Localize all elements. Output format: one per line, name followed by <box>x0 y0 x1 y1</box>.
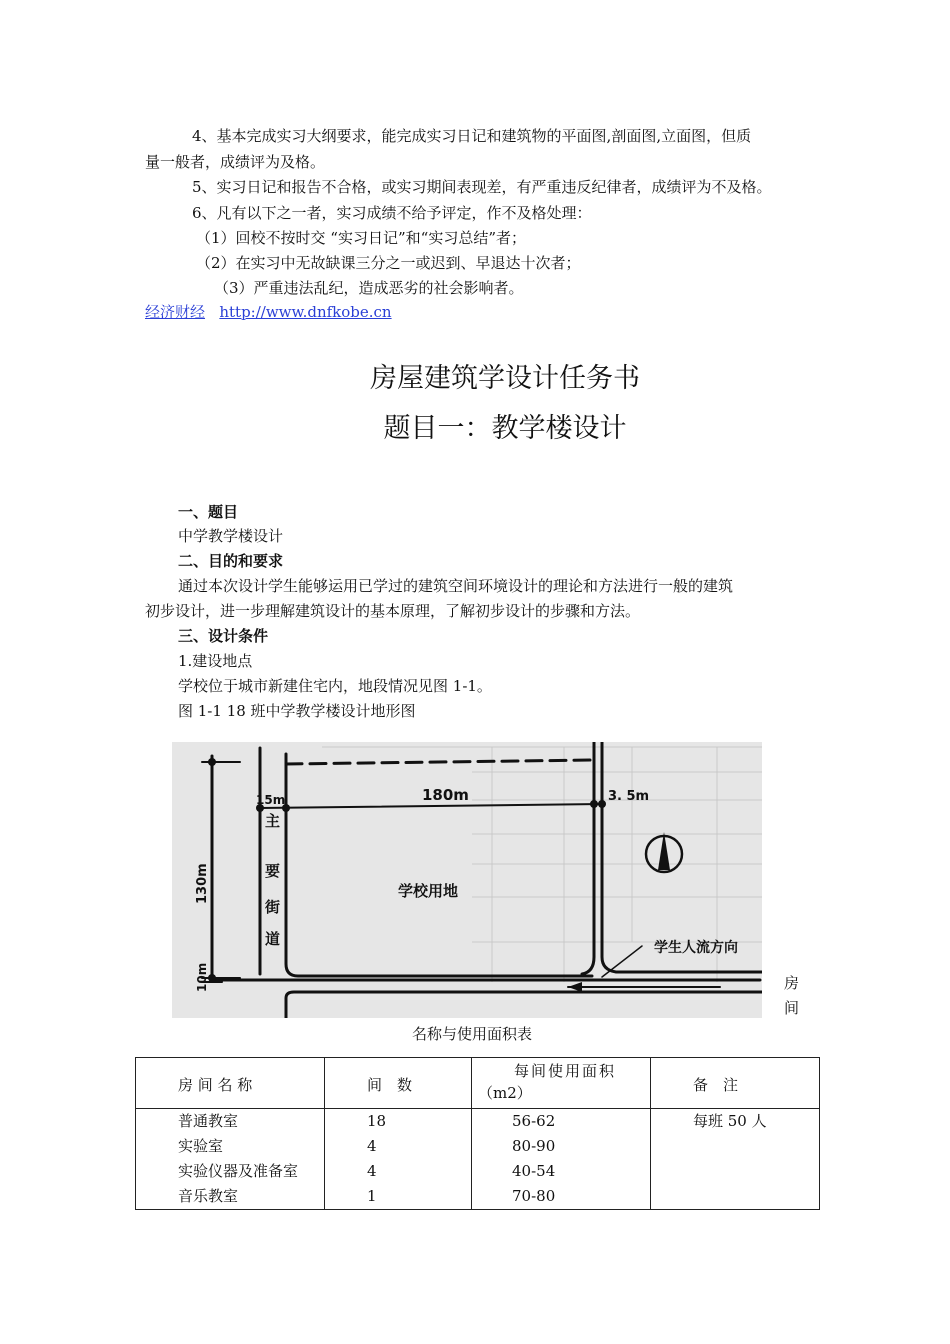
header-area: 每间使用面积 <box>514 1062 617 1080</box>
site-plan-drawing <box>172 742 762 1018</box>
section-2-body-line-1: 通过本次设计学生能够运用已学过的建筑空间环境设计的理论和方法进行一般的建筑 <box>178 577 734 595</box>
table-header-row <box>136 1058 820 1109</box>
site-plan-figure <box>172 742 762 1018</box>
sub-item-3: （3）严重违法乱纪，造成恶劣的社会影响者。 <box>214 279 524 297</box>
figure-caption: 图 1-1 18 班中学教学楼设计地形图 <box>178 702 416 720</box>
table-caption-side-2: 间 <box>784 999 800 1017</box>
room-count: 4 <box>367 1162 377 1180</box>
header-room-name: 房 间 名 称 <box>178 1076 253 1094</box>
room-area-table <box>135 1057 820 1210</box>
sub-item-1: （1）回校不按时交 “实习日记”和“实习总结”者； <box>196 229 526 247</box>
table-caption-side-1: 房 <box>784 974 800 992</box>
flow-label: 学生人流方向 <box>654 940 738 956</box>
dim-10m: 10m <box>195 962 209 992</box>
street-char-2: 要 <box>265 862 281 880</box>
room-name: 实验室 <box>178 1137 224 1155</box>
room-count: 18 <box>367 1112 387 1130</box>
street-char-3: 街 <box>265 898 281 916</box>
section-1-body: 中学教学楼设计 <box>178 527 284 545</box>
room-area: 40-54 <box>512 1162 556 1180</box>
table-body-row <box>136 1109 820 1210</box>
footer-link-row <box>145 302 392 322</box>
section-2-body-line-2: 初步设计，进一步理解建筑设计的基本原理，了解初步设计的步骤和方法。 <box>145 602 641 620</box>
dim-180m: 180m <box>422 786 469 804</box>
room-count: 4 <box>367 1137 377 1155</box>
sub-title: 题目一：教学楼设计 <box>383 413 627 444</box>
dim-15m: 15m <box>256 793 286 807</box>
item-6: 6、凡有以下之一者，实习成绩不给予评定，作不及格处理： <box>192 204 592 222</box>
header-area-unit: （m2） <box>478 1084 532 1102</box>
section-1-heading: 一、题目 <box>178 503 239 521</box>
site-link-url[interactable]: http://www.dnfkobe.cn <box>219 303 392 321</box>
room-name: 音乐教室 <box>178 1187 239 1205</box>
section-3-item-1-body: 学校位于城市新建住宅内，地段情况见图 1-1。 <box>178 677 492 695</box>
room-note: 每班 50 人 <box>693 1112 767 1130</box>
street-char-4: 道 <box>265 930 281 948</box>
room-area: 56-62 <box>512 1112 556 1130</box>
item-4-line-2: 量一般者，成绩评为及格。 <box>145 153 326 171</box>
section-2-heading: 二、目的和要求 <box>178 552 284 570</box>
section-3-item-1: 1.建设地点 <box>178 652 253 670</box>
site-label: 学校用地 <box>398 882 459 900</box>
main-title: 房屋建筑学设计任务书 <box>370 363 640 394</box>
room-count: 1 <box>367 1187 377 1205</box>
table-caption: 名称与使用面积表 <box>412 1025 533 1043</box>
room-area: 70-80 <box>512 1187 556 1205</box>
dim-3-5m: 3. 5m <box>608 789 650 804</box>
header-count: 间 数 <box>367 1076 413 1094</box>
sub-item-2: （2）在实习中无故缺课三分之一或迟到、早退达十次者； <box>196 254 581 272</box>
room-name: 普通教室 <box>178 1112 239 1130</box>
site-link-text[interactable]: 经济财经 <box>145 303 206 321</box>
header-note: 备 注 <box>693 1076 739 1094</box>
street-char-1: 主 <box>265 812 281 830</box>
item-5: 5、实习日记和报告不合格，或实习期间表现差，有严重违反纪律者，成绩评为不及格。 <box>192 178 772 196</box>
room-area: 80-90 <box>512 1137 556 1155</box>
section-3-heading: 三、设计条件 <box>178 627 269 645</box>
item-4-line-1: 4、基本完成实习大纲要求，能完成实习日记和建筑物的平面图,剖面图,立面图，但质 <box>192 127 752 145</box>
dim-130m: 130m <box>195 863 210 904</box>
room-name: 实验仪器及准备室 <box>178 1162 299 1180</box>
